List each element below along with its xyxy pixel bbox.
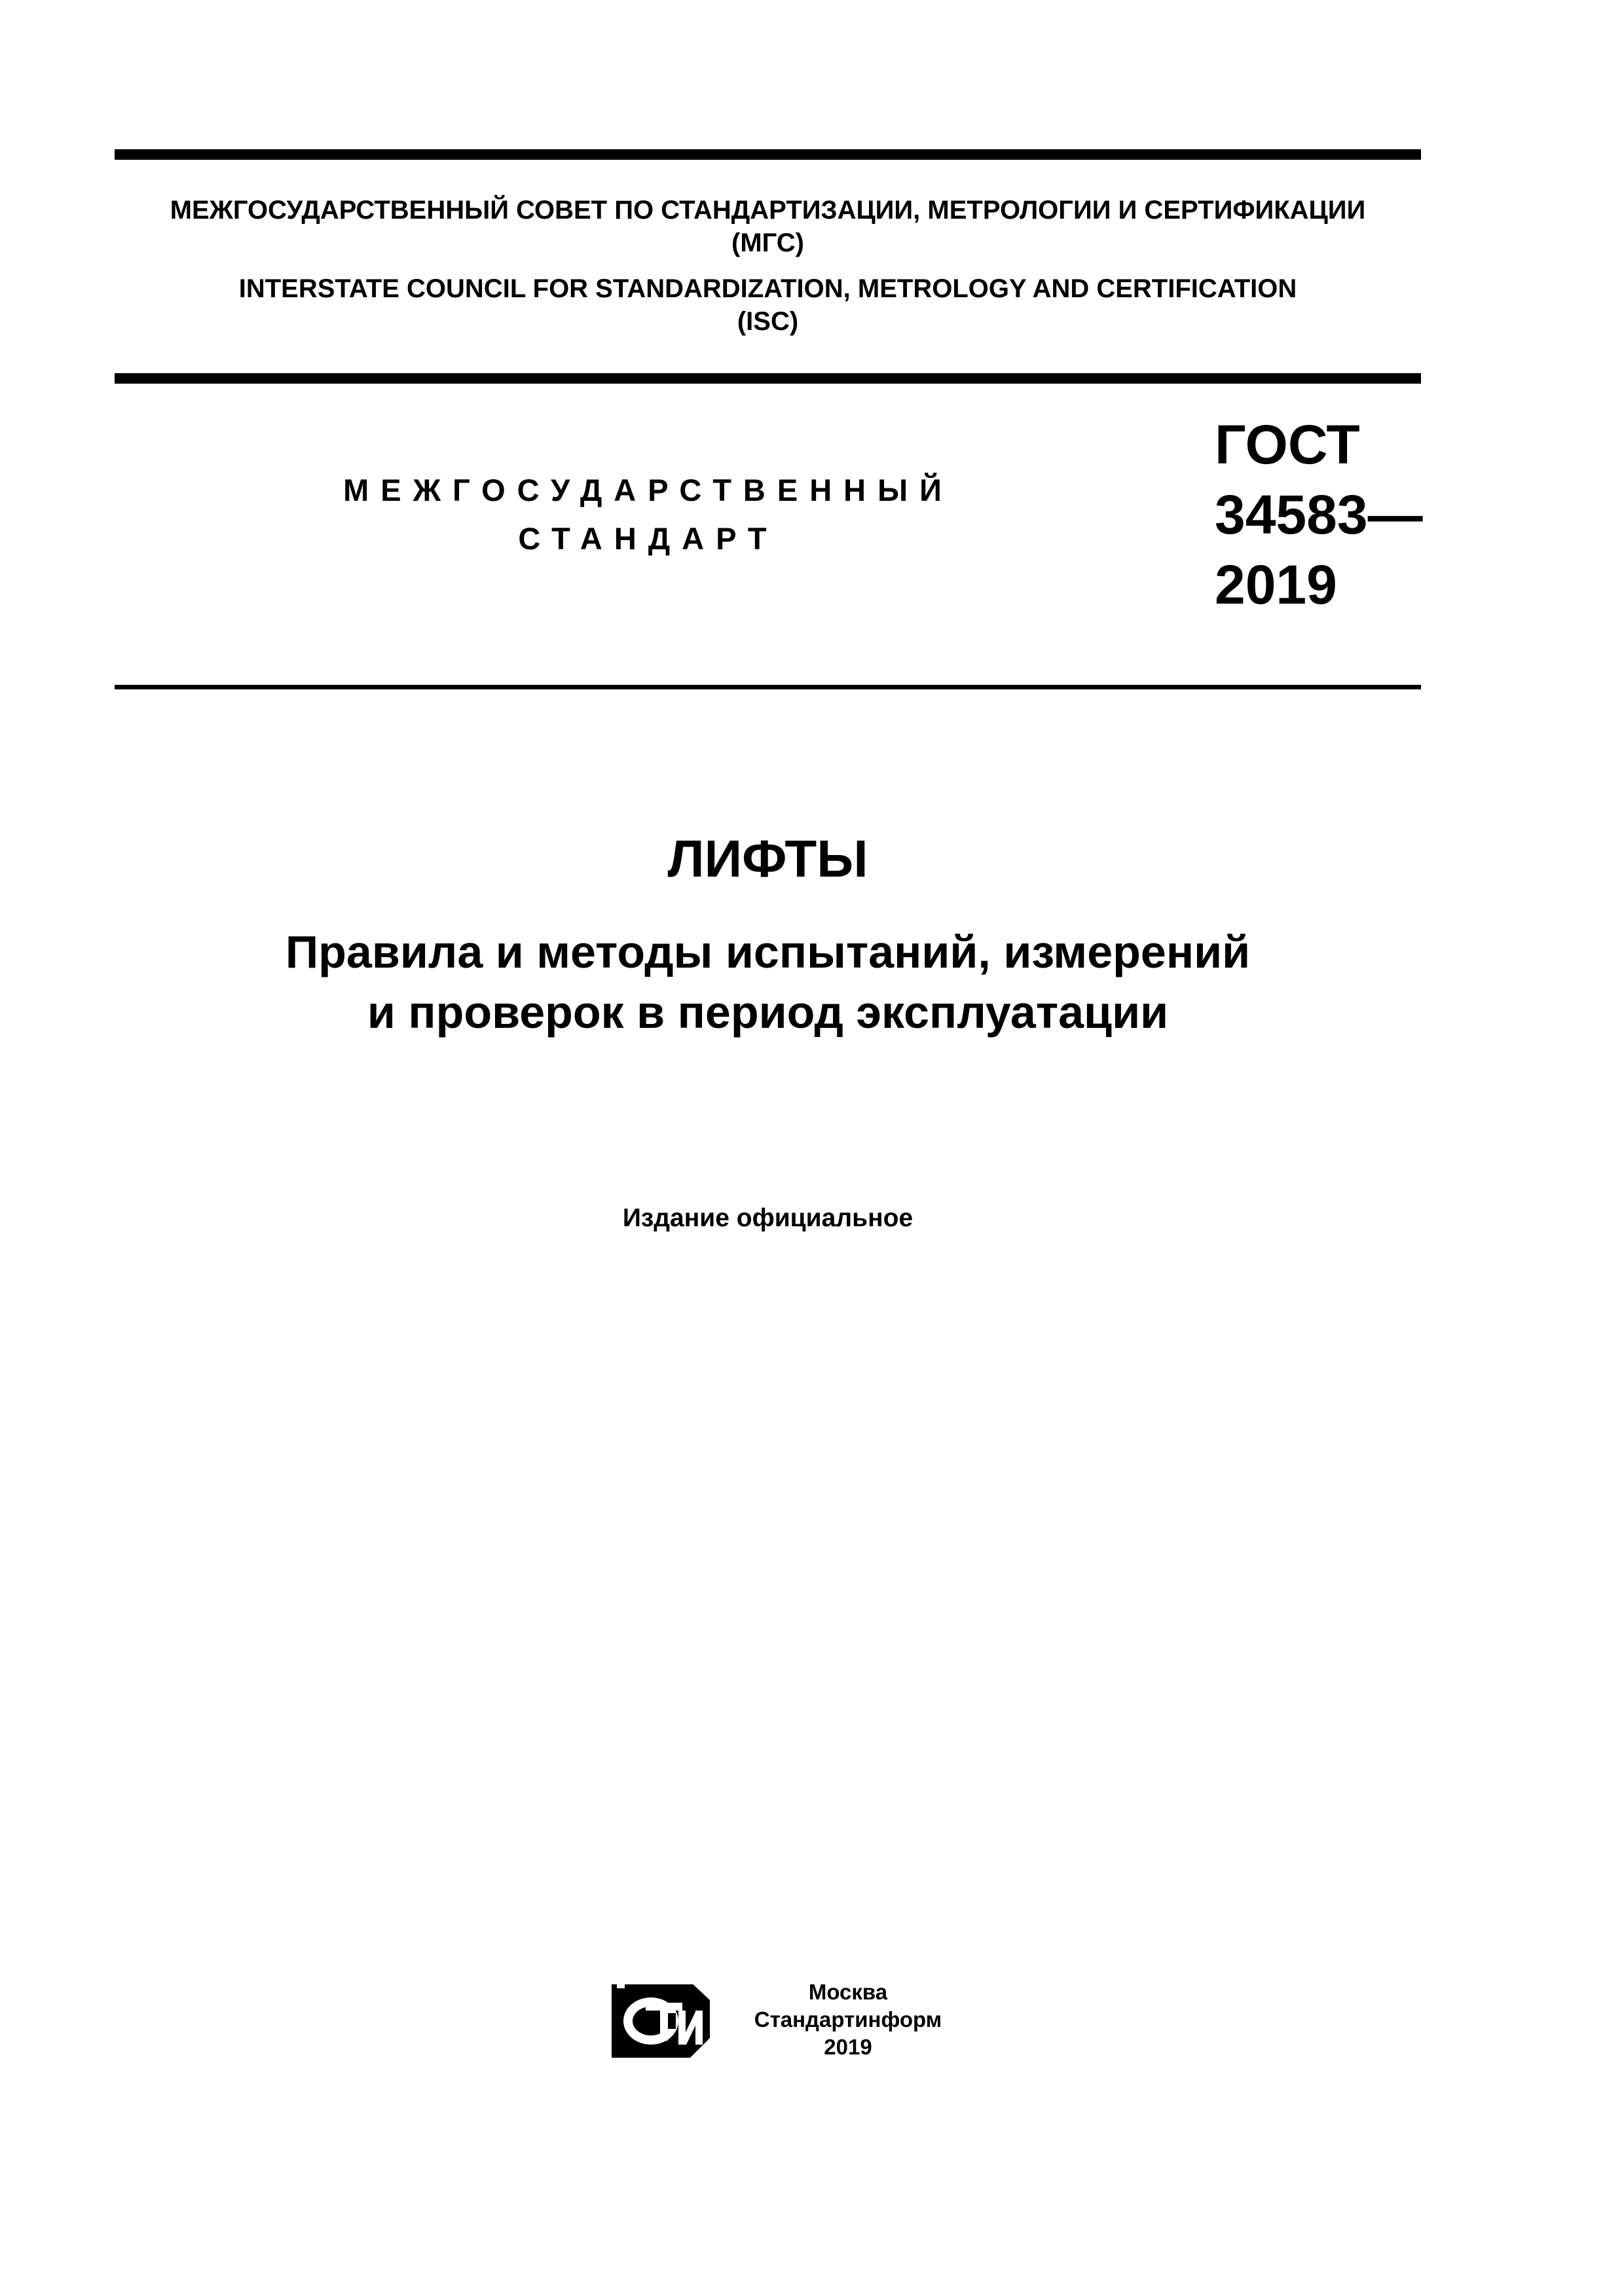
document-subtitle bbox=[115, 922, 1421, 1042]
imprint-publisher: Стандартинформ bbox=[754, 2007, 942, 2032]
council-name-ru-line1: МЕЖГОСУДАРСТВЕННЫЙ СОВЕТ ПО СТАНДАРТИЗАЦИИ, МЕТРОЛОГИИ И СЕРТИФИКАЦИИ bbox=[170, 196, 1366, 225]
council-name-en bbox=[115, 272, 1421, 338]
top-divider bbox=[115, 149, 1421, 160]
header-divider bbox=[115, 373, 1421, 384]
council-abbr-ru: (МГС) bbox=[731, 228, 804, 257]
document-title: ЛИФТЫ bbox=[667, 829, 868, 888]
title-divider bbox=[115, 685, 1421, 689]
council-abbr-en: (ISC) bbox=[737, 307, 799, 336]
document-subtitle-line2: и проверок в период эксплуатации bbox=[367, 987, 1169, 1038]
standartinform-logo-icon bbox=[612, 1980, 710, 2058]
imprint-year: 2019 bbox=[824, 2035, 872, 2059]
gost-year: 2019 bbox=[1215, 554, 1337, 615]
standard-type-line1: МЕЖГОСУДАРСТВЕННЫЙ bbox=[343, 473, 953, 507]
standard-type bbox=[288, 466, 1008, 563]
document-subtitle-line1: Правила и методы испытаний, измерений bbox=[285, 926, 1251, 977]
standard-type-line2: СТАНДАРТ bbox=[518, 521, 779, 556]
gost-label: ГОСТ bbox=[1215, 414, 1360, 475]
gost-number: 34583— bbox=[1215, 484, 1423, 545]
council-name-en-line1: INTERSTATE COUNCIL FOR STANDARDIZATION, METROLOGY AND CERTIFICATION bbox=[238, 274, 1297, 303]
publisher-imprint bbox=[720, 1978, 976, 2061]
council-name-ru bbox=[115, 194, 1421, 259]
gost-designation bbox=[1215, 410, 1423, 620]
imprint-city: Москва bbox=[808, 1980, 888, 2004]
edition-note: Издание официальное bbox=[622, 1204, 913, 1232]
